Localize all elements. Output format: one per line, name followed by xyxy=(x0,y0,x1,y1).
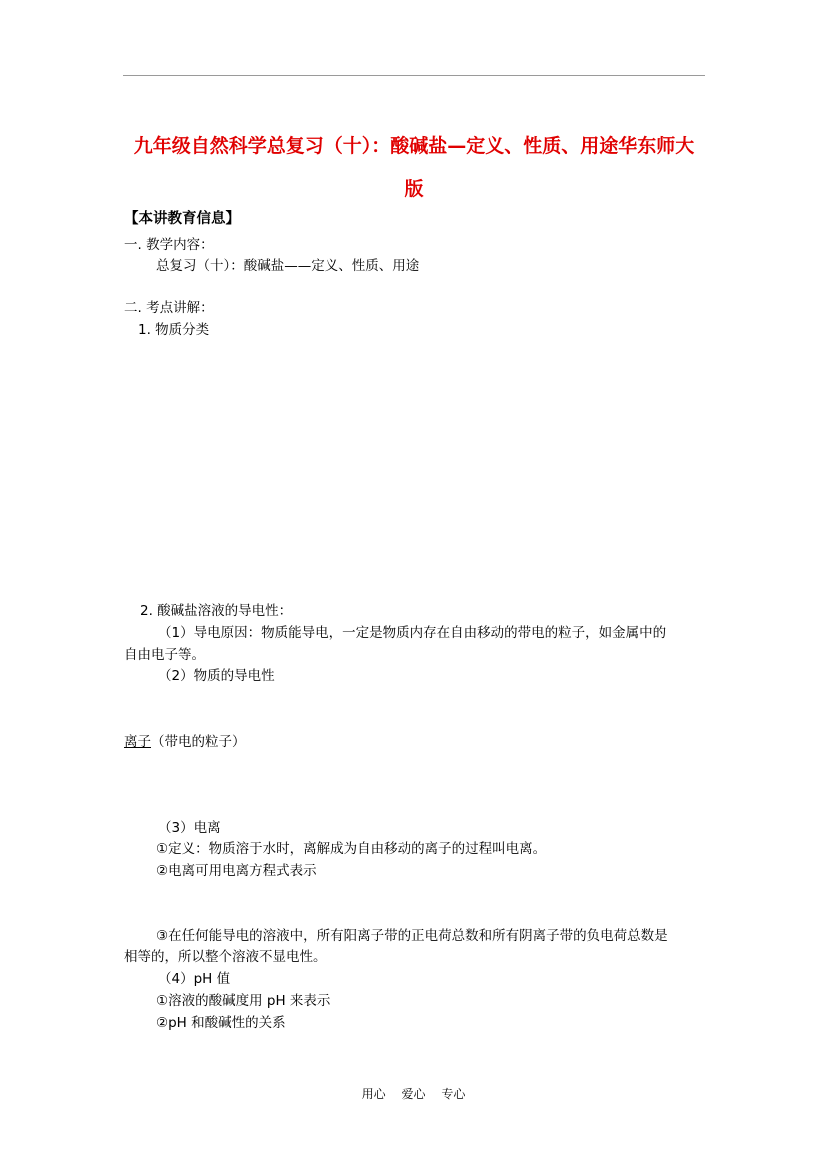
teaching-content-heading: 一. 教学内容： xyxy=(124,237,214,253)
item-2: 2. 酸碱盐溶液的导电性： xyxy=(140,603,293,619)
definition-3-line1: ③在任何能导电的溶液中，所有阳离子带的正电荷总数和所有阴离子带的负电荷总数是 xyxy=(156,928,668,944)
ion-desc: （带电的粒子） xyxy=(151,734,246,750)
ph-2: ②pH 和酸碱性的关系 xyxy=(156,1015,286,1031)
item-2-1-line1: （1）导电原因：物质能导电，一定是物质内存在自由移动的带电的粒子，如金属中的 xyxy=(158,625,667,641)
document-title-line1: 九年级自然科学总复习（十）：酸碱盐—定义、性质、用途华东师大 xyxy=(133,135,695,157)
definition-3-line2: 相等的，所以整个溶液不显电性。 xyxy=(124,949,327,965)
footer-item: 爱心 xyxy=(401,1087,426,1101)
page-footer xyxy=(0,1086,827,1102)
item-2-1-line2: 自由电子等。 xyxy=(124,647,205,663)
item-1: 1. 物质分类 xyxy=(138,322,210,338)
ph-1: ①溶液的酸碱度用 pH 来表示 xyxy=(156,993,331,1009)
document-title-line2: 版 xyxy=(404,178,424,200)
exam-points-heading: 二. 考点讲解： xyxy=(124,300,214,316)
section-header: 【本讲教育信息】 xyxy=(124,211,240,227)
footer-item: 用心 xyxy=(361,1087,386,1101)
definition-2: ②电离可用电离方程式表示 xyxy=(156,863,317,879)
header-rule xyxy=(123,75,705,76)
item-2-3: （3）电离 xyxy=(158,820,221,836)
ion-term: 离子 xyxy=(124,734,151,750)
item-2-2: （2）物质的导电性 xyxy=(158,668,275,684)
teaching-content-text: 总复习（十）：酸碱盐——定义、性质、用途 xyxy=(156,258,420,274)
item-2-4: （4）pH 值 xyxy=(158,971,231,987)
definition-1: ①定义：物质溶于水时，离解成为自由移动的离子的过程叫电离。 xyxy=(156,841,547,857)
ion-label xyxy=(124,733,246,751)
footer-item: 专心 xyxy=(441,1087,466,1101)
